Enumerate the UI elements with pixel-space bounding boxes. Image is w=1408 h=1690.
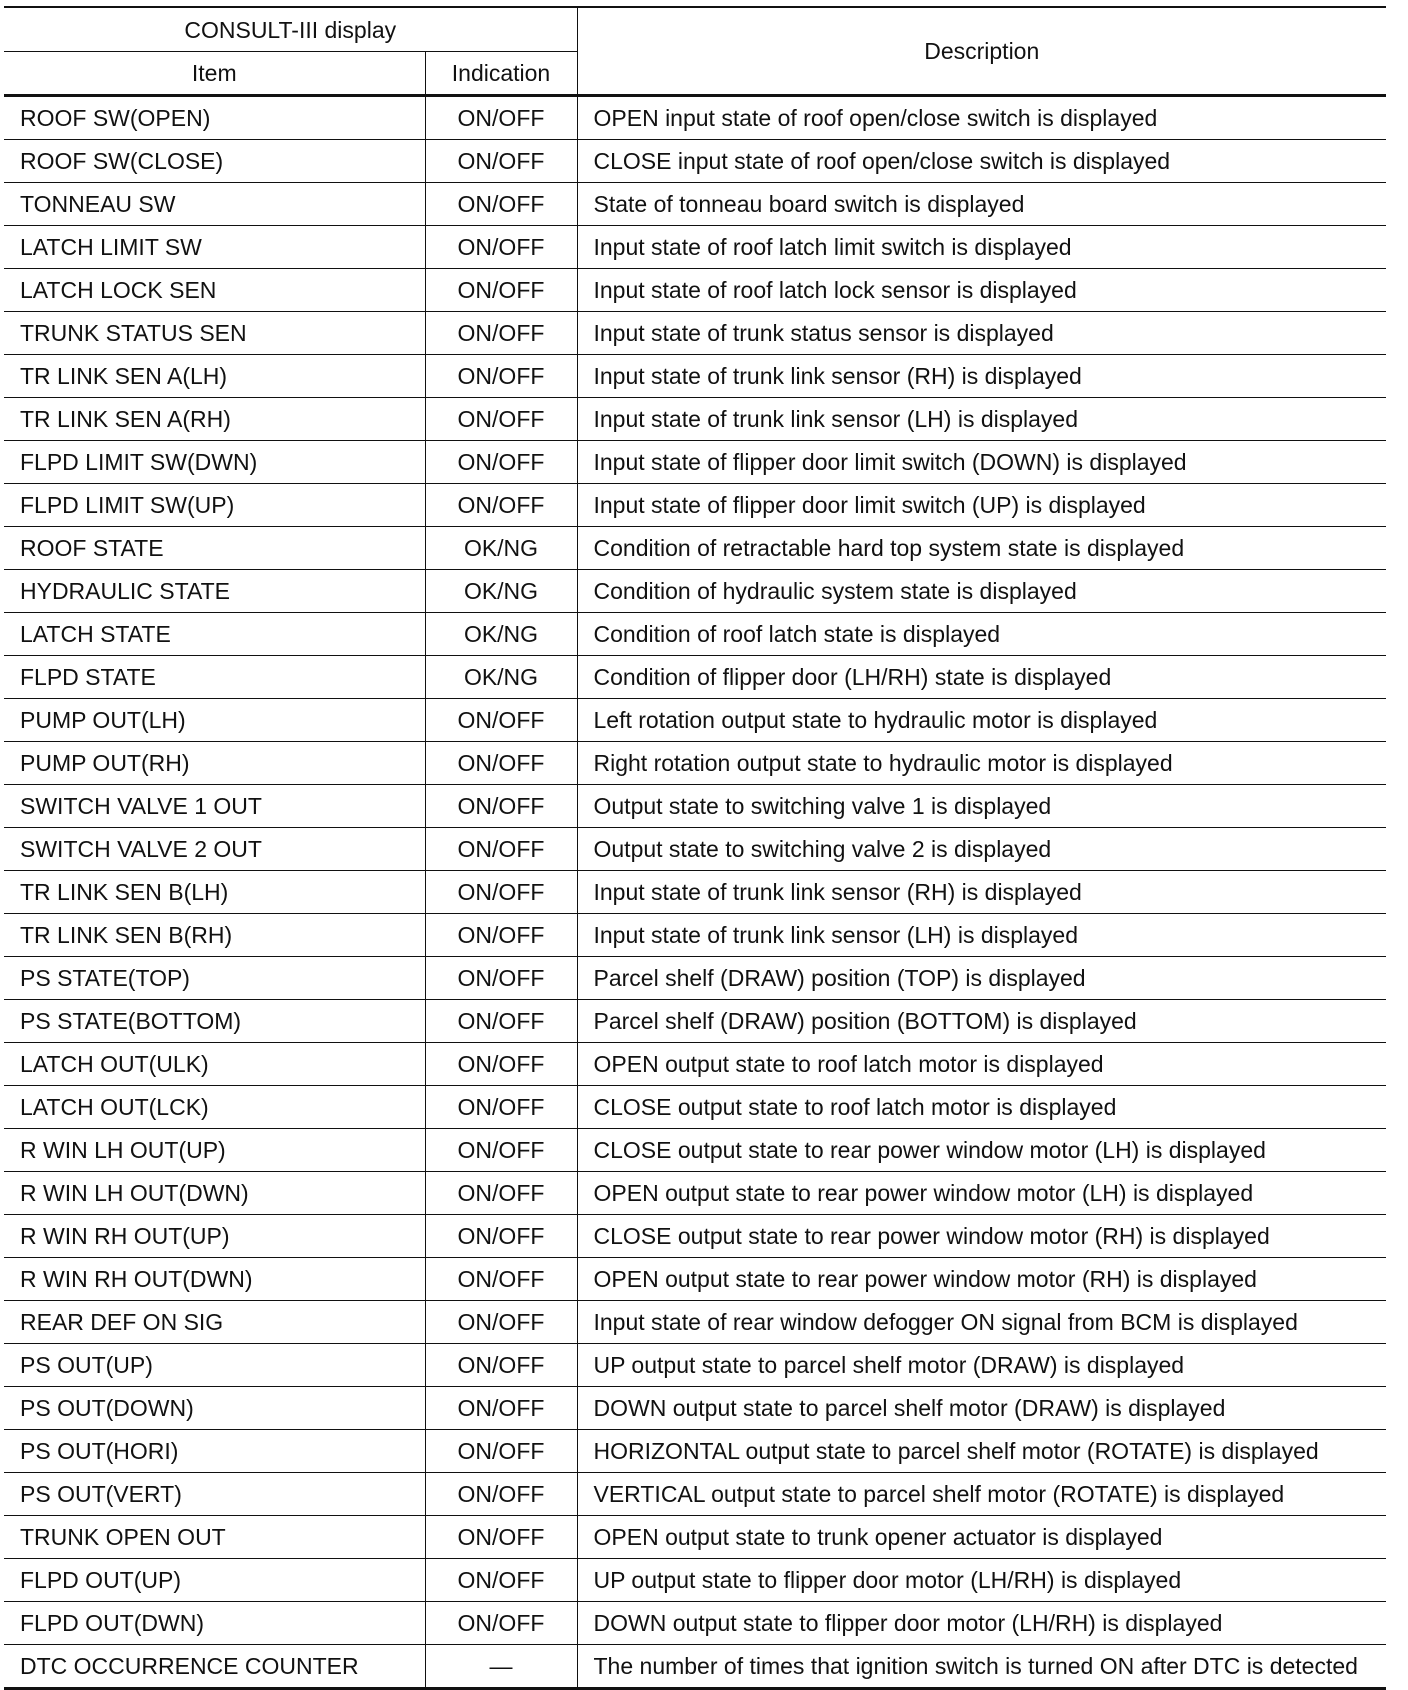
table-row [4, 441, 1386, 484]
item-cell: LATCH STATE [4, 613, 425, 656]
indication-cell: OK/NG [425, 570, 577, 613]
description-cell: OPEN output state to trunk opener actuator is displayed [577, 1516, 1386, 1559]
description-cell: State of tonneau board switch is displayed [577, 183, 1386, 226]
table-row [4, 957, 1386, 1000]
item-cell: PUMP OUT(LH) [4, 699, 425, 742]
table-row [4, 527, 1386, 570]
description-cell: VERTICAL output state to parcel shelf motor (ROTATE) is displayed [577, 1473, 1386, 1516]
indication-cell: ON/OFF [425, 96, 577, 140]
table-row [4, 226, 1386, 269]
description-cell: Input state of trunk link sensor (RH) is displayed [577, 871, 1386, 914]
table-row [4, 656, 1386, 699]
table-row [4, 1215, 1386, 1258]
indication-cell: ON/OFF [425, 441, 577, 484]
indication-cell: ON/OFF [425, 269, 577, 312]
table-row [4, 1043, 1386, 1086]
description-cell: Left rotation output state to hydraulic motor is displayed [577, 699, 1386, 742]
description-header: Description [577, 7, 1386, 96]
description-cell: Condition of roof latch state is displayed [577, 613, 1386, 656]
description-cell: Parcel shelf (DRAW) position (TOP) is displayed [577, 957, 1386, 1000]
description-cell: CLOSE output state to rear power window motor (RH) is displayed [577, 1215, 1386, 1258]
indication-cell: ON/OFF [425, 871, 577, 914]
indication-cell: OK/NG [425, 527, 577, 570]
description-cell: Input state of roof latch lock sensor is displayed [577, 269, 1386, 312]
item-cell: TRUNK STATUS SEN [4, 312, 425, 355]
description-cell: Input state of flipper door limit switch (DOWN) is displayed [577, 441, 1386, 484]
item-cell: TR LINK SEN A(RH) [4, 398, 425, 441]
table-header [4, 7, 1386, 96]
indication-cell: ON/OFF [425, 1215, 577, 1258]
table-row [4, 1172, 1386, 1215]
description-cell: Input state of trunk link sensor (LH) is displayed [577, 398, 1386, 441]
table-row [4, 1344, 1386, 1387]
description-cell: Parcel shelf (DRAW) position (BOTTOM) is displayed [577, 1000, 1386, 1043]
description-cell: Condition of hydraulic system state is displayed [577, 570, 1386, 613]
indication-cell: ON/OFF [425, 1129, 577, 1172]
item-cell: TR LINK SEN B(RH) [4, 914, 425, 957]
item-cell: R WIN RH OUT(DWN) [4, 1258, 425, 1301]
item-cell: DTC OCCURRENCE COUNTER [4, 1645, 425, 1689]
table-row [4, 871, 1386, 914]
description-cell: OPEN output state to rear power window motor (LH) is displayed [577, 1172, 1386, 1215]
table-row [4, 269, 1386, 312]
item-cell: PUMP OUT(RH) [4, 742, 425, 785]
table-row [4, 1645, 1386, 1689]
indication-cell: ON/OFF [425, 355, 577, 398]
table-row [4, 484, 1386, 527]
item-cell: ROOF SW(CLOSE) [4, 140, 425, 183]
indication-cell: ON/OFF [425, 828, 577, 871]
table-row [4, 828, 1386, 871]
description-cell: CLOSE output state to rear power window motor (LH) is displayed [577, 1129, 1386, 1172]
description-cell: OPEN output state to roof latch motor is displayed [577, 1043, 1386, 1086]
item-cell: FLPD STATE [4, 656, 425, 699]
item-cell: FLPD LIMIT SW(UP) [4, 484, 425, 527]
description-cell: HORIZONTAL output state to parcel shelf motor (ROTATE) is displayed [577, 1430, 1386, 1473]
table-row [4, 1000, 1386, 1043]
item-cell: R WIN RH OUT(UP) [4, 1215, 425, 1258]
description-cell: Output state to switching valve 2 is displayed [577, 828, 1386, 871]
description-cell: OPEN output state to rear power window motor (RH) is displayed [577, 1258, 1386, 1301]
table-row [4, 312, 1386, 355]
indication-cell: ON/OFF [425, 1000, 577, 1043]
table-row [4, 1387, 1386, 1430]
table-row [4, 1430, 1386, 1473]
table-row [4, 1473, 1386, 1516]
description-cell: DOWN output state to flipper door motor (LH/RH) is displayed [577, 1602, 1386, 1645]
consult-data-monitor-table [4, 6, 1386, 1690]
item-cell: REAR DEF ON SIG [4, 1301, 425, 1344]
table-body [4, 96, 1386, 1689]
table-row [4, 140, 1386, 183]
table-row [4, 1602, 1386, 1645]
description-cell: Input state of roof latch limit switch is displayed [577, 226, 1386, 269]
indication-cell: ON/OFF [425, 1602, 577, 1645]
table-row [4, 613, 1386, 656]
table-row [4, 96, 1386, 140]
indication-header: Indication [425, 52, 577, 96]
item-cell: SWITCH VALVE 1 OUT [4, 785, 425, 828]
indication-cell: ON/OFF [425, 742, 577, 785]
table-row [4, 1129, 1386, 1172]
table-row [4, 183, 1386, 226]
description-cell: Condition of flipper door (LH/RH) state is displayed [577, 656, 1386, 699]
item-cell: FLPD OUT(DWN) [4, 1602, 425, 1645]
item-cell: PS OUT(UP) [4, 1344, 425, 1387]
table-row [4, 742, 1386, 785]
item-header: Item [4, 52, 425, 96]
table-row [4, 699, 1386, 742]
table-row [4, 1559, 1386, 1602]
table-row [4, 785, 1386, 828]
table-row [4, 1301, 1386, 1344]
indication-cell: ON/OFF [425, 785, 577, 828]
item-cell: LATCH OUT(ULK) [4, 1043, 425, 1086]
description-cell: Output state to switching valve 1 is displayed [577, 785, 1386, 828]
indication-cell: ON/OFF [425, 1301, 577, 1344]
table-row [4, 1516, 1386, 1559]
indication-cell: ON/OFF [425, 1086, 577, 1129]
description-cell: Condition of retractable hard top system state is displayed [577, 527, 1386, 570]
indication-cell: ON/OFF [425, 1344, 577, 1387]
item-cell: PS STATE(BOTTOM) [4, 1000, 425, 1043]
indication-cell: ON/OFF [425, 398, 577, 441]
description-cell: Input state of trunk link sensor (LH) is displayed [577, 914, 1386, 957]
description-cell: CLOSE output state to roof latch motor is displayed [577, 1086, 1386, 1129]
item-cell: LATCH OUT(LCK) [4, 1086, 425, 1129]
item-cell: LATCH LIMIT SW [4, 226, 425, 269]
description-cell: UP output state to flipper door motor (LH/RH) is displayed [577, 1559, 1386, 1602]
item-cell: ROOF STATE [4, 527, 425, 570]
indication-cell: ON/OFF [425, 312, 577, 355]
item-cell: ROOF SW(OPEN) [4, 96, 425, 140]
table-row [4, 914, 1386, 957]
indication-cell: ON/OFF [425, 1043, 577, 1086]
header-row-top [4, 7, 1386, 52]
item-cell: TR LINK SEN B(LH) [4, 871, 425, 914]
item-cell: PS OUT(HORI) [4, 1430, 425, 1473]
description-cell: OPEN input state of roof open/close switch is displayed [577, 96, 1386, 140]
item-cell: TR LINK SEN A(LH) [4, 355, 425, 398]
indication-cell: ON/OFF [425, 1430, 577, 1473]
description-cell: Input state of trunk link sensor (RH) is displayed [577, 355, 1386, 398]
indication-cell: ON/OFF [425, 914, 577, 957]
indication-cell: ON/OFF [425, 1387, 577, 1430]
indication-cell: OK/NG [425, 656, 577, 699]
description-cell: UP output state to parcel shelf motor (DRAW) is displayed [577, 1344, 1386, 1387]
description-cell: DOWN output state to parcel shelf motor (DRAW) is displayed [577, 1387, 1386, 1430]
indication-cell: ON/OFF [425, 1473, 577, 1516]
item-cell: PS OUT(DOWN) [4, 1387, 425, 1430]
table-row [4, 355, 1386, 398]
item-cell: PS STATE(TOP) [4, 957, 425, 1000]
item-cell: FLPD OUT(UP) [4, 1559, 425, 1602]
indication-cell: ON/OFF [425, 1559, 577, 1602]
indication-cell: ON/OFF [425, 699, 577, 742]
item-cell: TRUNK OPEN OUT [4, 1516, 425, 1559]
table-row [4, 1086, 1386, 1129]
item-cell: R WIN LH OUT(DWN) [4, 1172, 425, 1215]
description-cell: Input state of flipper door limit switch (UP) is displayed [577, 484, 1386, 527]
indication-cell: ON/OFF [425, 140, 577, 183]
description-cell: Input state of trunk status sensor is displayed [577, 312, 1386, 355]
description-cell: CLOSE input state of roof open/close switch is displayed [577, 140, 1386, 183]
table-row [4, 398, 1386, 441]
indication-cell: ON/OFF [425, 1172, 577, 1215]
indication-cell: OK/NG [425, 613, 577, 656]
indication-cell: ON/OFF [425, 183, 577, 226]
indication-cell: ON/OFF [425, 226, 577, 269]
indication-cell: — [425, 1645, 577, 1689]
item-cell: LATCH LOCK SEN [4, 269, 425, 312]
item-cell: HYDRAULIC STATE [4, 570, 425, 613]
indication-cell: ON/OFF [425, 1516, 577, 1559]
item-cell: R WIN LH OUT(UP) [4, 1129, 425, 1172]
indication-cell: ON/OFF [425, 1258, 577, 1301]
consult-display-header: CONSULT-III display [4, 7, 577, 52]
table-row [4, 1258, 1386, 1301]
item-cell: PS OUT(VERT) [4, 1473, 425, 1516]
table-row [4, 570, 1386, 613]
description-cell: Right rotation output state to hydraulic motor is displayed [577, 742, 1386, 785]
item-cell: SWITCH VALVE 2 OUT [4, 828, 425, 871]
indication-cell: ON/OFF [425, 957, 577, 1000]
item-cell: FLPD LIMIT SW(DWN) [4, 441, 425, 484]
item-cell: TONNEAU SW [4, 183, 425, 226]
indication-cell: ON/OFF [425, 484, 577, 527]
description-cell: The number of times that ignition switch is turned ON after DTC is detected [577, 1645, 1386, 1689]
description-cell: Input state of rear window defogger ON signal from BCM is displayed [577, 1301, 1386, 1344]
